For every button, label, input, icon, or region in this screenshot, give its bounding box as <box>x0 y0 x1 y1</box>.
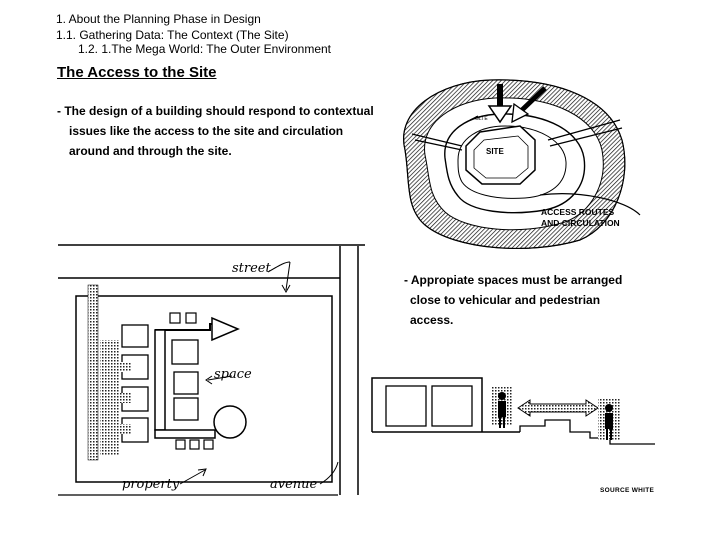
space-label: space <box>214 367 252 382</box>
avenue-label: avenue <box>270 477 318 492</box>
header-line-1: 1. About the Planning Phase in Design <box>56 12 261 26</box>
paragraph-1-line-3: around and through the site. <box>69 144 232 158</box>
caption-line-2: AND CIRCULATION <box>541 218 620 228</box>
page-title: The Access to the Site <box>57 64 217 81</box>
header-line-3: 1.2. 1.The Mega World: The Outer Environment <box>78 42 332 56</box>
paragraph-1-line-2: issues like the access to the site and circulation <box>69 124 344 138</box>
street-label: street <box>232 261 271 276</box>
paragraph-2-line-2: close to vehicular and pedestrian <box>410 293 601 307</box>
paragraph-2-line-3: access. <box>410 313 454 327</box>
paragraph-2-line-1: - Appropiate spaces must be arranged <box>404 273 623 287</box>
source-credit: SOURCE WHITE <box>600 487 655 494</box>
site-label: SITE <box>486 147 504 156</box>
property-label: property <box>122 477 180 492</box>
header-line-2: 1.1. Gathering Data: The Context (The Site) <box>56 28 289 42</box>
paragraph-1-line-1: - The design of a building should respond to contextual <box>57 104 374 118</box>
caption-line-1: ACCESS ROUTES <box>541 207 615 217</box>
svg-text:GLTE: GLTE <box>475 116 488 122</box>
